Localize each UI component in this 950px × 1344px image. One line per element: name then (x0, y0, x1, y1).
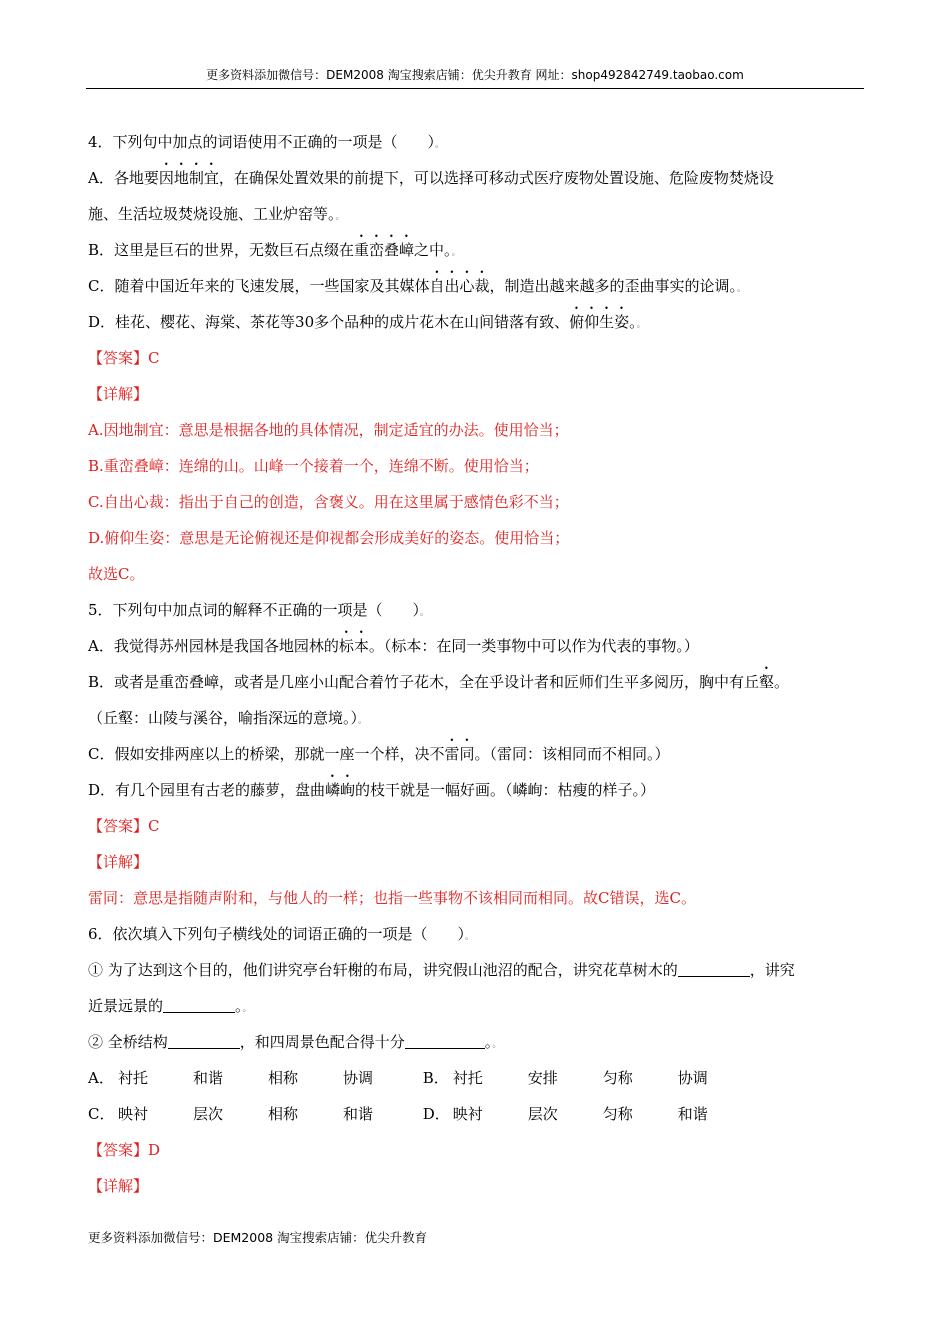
q6-option-b-word: 匀称 (602, 1069, 633, 1087)
q4-stem: 4．下列句中加点的词语使用不正确的一项是（ ）。 (88, 133, 445, 151)
q5-d-emphasized-word: 嶙峋 (325, 781, 356, 799)
q5-option-b-cont: （丘壑：山陵与溪谷，喻指深远的意境。）。 (88, 709, 368, 727)
q6-option-b-word: 协调 (677, 1069, 708, 1087)
q4-option-b: B．这里是巨石的世界，无数巨石点缀在重峦叠嶂之中。。 (88, 241, 461, 259)
q4-answer: 【答案】C (88, 349, 160, 367)
q6-option-a-word: 协调 (343, 1069, 374, 1087)
q6-option-b-label: B． (422, 1069, 449, 1087)
q6-option-a-word: 衬托 (118, 1069, 149, 1087)
q6-answer: 【答案】D (88, 1141, 161, 1159)
q4-explanation-c: C.自出心裁：指出于自己的创造，含褒义。用在这里属于感情色彩不当； (88, 493, 569, 511)
q6-option-a-word: 相称 (268, 1069, 299, 1087)
q5-b-emphasized-word: 壑 (759, 673, 775, 691)
q5-stem: 5．下列句中加点词的解释不正确的一项是（ ）。 (88, 601, 430, 619)
q6-option-c-word: 映衬 (118, 1105, 149, 1123)
q6-option-d-word: 匀称 (602, 1105, 633, 1123)
q6-option-b-word: 安排 (527, 1069, 558, 1087)
q6-option-a-word: 和谐 (193, 1069, 224, 1087)
document-body (88, 124, 868, 1204)
q4-conclusion: 故选C。 (88, 565, 145, 583)
q6-sentence-2: ② 全桥结构 ，和四周景色配合得十分 。。 (88, 1033, 502, 1051)
fill-blank (405, 1034, 485, 1049)
q6-sentence-1: ① 为了达到这个目的，他们讲究亭台轩榭的布局，讲究假山池沼的配合，讲究花草树木的 ，讲究 (88, 961, 795, 979)
q6-option-c-word: 层次 (193, 1105, 224, 1123)
q6-stem: 6．依次填入下列句子横线处的词语正确的一项是（ ）。 (88, 925, 475, 943)
q6-option-d-word: 层次 (527, 1105, 558, 1123)
q5-a-emphasized-word: 标本 (338, 637, 369, 655)
fill-blank (163, 998, 235, 1013)
q5-c-emphasized-word: 雷同 (444, 745, 475, 763)
q6-options-row-2 (88, 1096, 868, 1132)
q6-option-a-label: A． (88, 1069, 114, 1087)
q4-c-emphasized-word: 自出心裁 (429, 277, 490, 295)
fill-blank (678, 962, 750, 977)
q4-detail-label: 【详解】 (88, 385, 149, 403)
q6-option-c-label: C． (88, 1105, 115, 1123)
q4-a-emphasized-word: 因地制宜 (158, 169, 219, 187)
q4-d-emphasized-word: 俯仰生姿 (569, 313, 630, 331)
q6-detail-label: 【详解】 (88, 1177, 149, 1195)
q5-explanation: 雷同：意思是指随声附和，与他人的一样；也指一些事物不该相同而相同。故C错误，选C。 (88, 889, 696, 907)
q4-explanation-d: D.俯仰生姿：意思是无论俯视还是仰视都会形成美好的姿态。使用恰当； (88, 529, 570, 547)
q4-option-a: A．各地要因地制宜，在确保处置效果的前提下，可以选择可移动式医疗废物处置设施、危险废物焚烧设 (88, 169, 774, 187)
q6-option-d-label: D． (422, 1105, 450, 1123)
q4-b-emphasized-word: 重峦叠嶂 (354, 241, 415, 259)
q4-explanation-a: A.因地制宜：意思是根据各地的具体情况，制定适宜的办法。使用恰当； (88, 421, 569, 439)
page-footer: 更多资料添加微信号：DEM2008 淘宝搜索店铺：优尖升教育 (88, 1230, 428, 1245)
q5-option-c: C．假如安排两座以上的桥梁，那就一座一个样，决不雷同。（雷同：该相同而不相同。） (88, 745, 670, 763)
q6-option-c-word: 相称 (268, 1105, 299, 1123)
q5-option-a: A．我觉得苏州园林是我国各地园林的标本。（标本：在同一类事物中可以作为代表的事物。） (88, 637, 699, 655)
q6-option-d-word: 和谐 (677, 1105, 708, 1123)
q6-options-row-1 (88, 1060, 868, 1096)
q6-option-d-word: 映衬 (452, 1105, 483, 1123)
q5-option-d: D．有几个园里有古老的藤萝，盘曲嶙峋的枝干就是一幅好画。（嶙峋：枯瘦的样子。） (88, 781, 656, 799)
q4-option-c: C．随着中国近年来的飞速发展，一些国家及其媒体自出心裁，制造出越来越多的歪曲事实的论调。。 (88, 277, 747, 295)
q4-explanation-b: B.重峦叠嶂：连绵的山。山峰一个接着一个，连绵不断。使用恰当； (88, 457, 539, 475)
q5-answer: 【答案】C (88, 817, 160, 835)
q6-sentence-1-cont: 近景远景的 。。 (88, 997, 252, 1015)
q6-option-b-word: 衬托 (452, 1069, 483, 1087)
q4-option-d: D．桂花、樱花、海棠、茶花等30多个品种的成片花木在山间错落有致、俯仰生姿。。 (88, 313, 646, 331)
q6-option-c-word: 和谐 (343, 1105, 374, 1123)
page-header: 更多资料添加微信号：DEM2008 淘宝搜索店铺：优尖升教育 网址：shop492842749.taobao.com (86, 66, 864, 89)
fill-blank (168, 1034, 240, 1049)
q5-detail-label: 【详解】 (88, 853, 149, 871)
q4-option-a-cont: 施、生活垃圾焚烧设施、工业炉窑等。。 (88, 205, 345, 223)
q5-option-b: B．或者是重峦叠嶂，或者是几座小山配合着竹子花木，全在乎设计者和匠师们生平多阅历，胸中有丘壑。 (88, 673, 790, 691)
